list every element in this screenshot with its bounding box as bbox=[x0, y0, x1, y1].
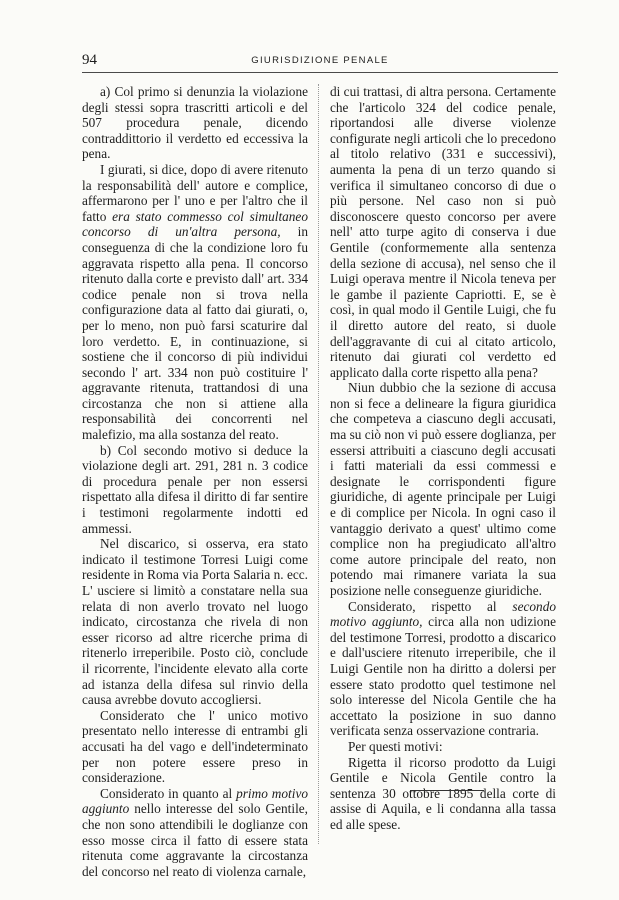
emphasis-text: primo motivo aggiunto bbox=[82, 785, 308, 817]
column-divider bbox=[318, 84, 319, 844]
emphasis-text: secondo motivo aggiunto, bbox=[330, 598, 556, 630]
right-column bbox=[330, 84, 556, 833]
text-run: I giurati, si dice, dopo di avere ritenuto la responsabilità dell' autore e complice, affermarono per l' uno e per l'altro che il fatto bbox=[82, 161, 308, 224]
text-run: circa alla non udizione del testimone Torresi, prodotto a discarico e dall'usciere ritenuto irreperibile, che il Luigi Gentile non ha diritto a dolersi per essere stato prodotto quel testimone nel solo interesse del Nicola Gentile che ha accettato la posizione in suo danno verificata senza osservazione contraria. bbox=[330, 614, 556, 739]
paragraph: Rigetta il ricorso prodotto da Luigi Gentile e Nicola Gentile contro la sentenza 30 ottobre 1895 della corte di assise di Aquila, e li condanna alla tassa ed alle spese. bbox=[330, 754, 556, 832]
text-run: in conseguenza di che la condizione loro fu aggravata rispetto alla pena. Il concorso ritenuto dalla corte e previsto dall' art. 334 codice penale non si trova nella configurazione data al fatto dai giurati, o, per lo meno, non può farsi scaturire dal loro verdetto. E, in continuazione, si sostiene che il concorso di più individui secondo l' art. 334 non può costituire l' aggravante ritenuta, trattandosi di una circostanza che non si attiene alla responsabilità dei concorrenti nel malefizio, ma alla sostanza del reato. bbox=[82, 224, 309, 443]
emphasis-text: era stato commesso col simultaneo concorso di un'altra persona, bbox=[82, 208, 308, 240]
left-column bbox=[82, 84, 308, 879]
running-title: GIURISDIZIONE PENALE bbox=[251, 55, 389, 66]
text-run: Considerato in quanto al bbox=[100, 785, 237, 801]
page-number: 94 bbox=[82, 52, 97, 68]
end-rule bbox=[410, 790, 484, 791]
paragraph bbox=[330, 599, 556, 739]
text-run: nello interesse del solo Gentile, che non sono attendibili le doglianze con esso mosse circa il fatto di essere stata ritenuta come aggravante la circostanza del concorso nel reato di violenza carnale, bbox=[82, 801, 308, 879]
paragraph: Nel discarico, si osserva, era stato indicato il testimone Torresi Luigi come residente in Roma via Porta Salaria n. ecc. L' usciere si limitò a constatare nella sua relata di non averlo trovato nel luogo indicato, circostanza che rivela di non esser ricorso ad altre ricerche prima di ritenerlo irreperibile. Posto ciò, conclude il ricorrente, l'incidente elevato alla corte ad istanza della difesa sul rinvio della causa avrebbe dovuto accogliersi. bbox=[82, 536, 308, 708]
page-header bbox=[82, 52, 558, 72]
text-run: Considerato, rispetto al bbox=[348, 598, 513, 614]
paragraph: di cui trattasi, di altra persona. Certamente che l'articolo 324 del codice penale, riportandosi alle diverse violenze configurate negli articoli che lo precedono al titolo relativo (331 e successivi), aumenta la pena di un terzo quando si verifica il simultaneo concorso di due o più persone. Nel caso non si può disconoscere questo concorso per avere nell' atto turpe agito di conserva i due Gentile (conformemente alla sentenza della sezione di accusa), nel senso che il Luigi operava mentre il Nicola teneva per le gambe il paziente Capriotti. E, se è così, in qual modo il Gentile Luigi, che fu il diretto autore del reato, si duole dell'aggravante di cui al citato articolo, ritenuto dai giurati col verdetto ed applicato dalla corte rispetto alla pena? bbox=[330, 84, 556, 380]
paragraph: Per questi motivi: bbox=[348, 738, 443, 754]
paragraph bbox=[82, 786, 308, 880]
paragraph: a) Col primo si denunzia la violazione degli stessi sopra trascritti articoli e del 507 procedura penale, dicendo contraddittorio il verdetto ed eccessiva la pena. bbox=[82, 84, 308, 162]
paragraph bbox=[82, 162, 308, 443]
paragraph: b) Col secondo motivo si deduce la violazione degli art. 291, 281 n. 3 codice di procedura penale per non essersi rispettato alla difesa il diritto di far sentire i testimoni regolarmente indotti ed ammessi. bbox=[82, 442, 308, 536]
header-rule bbox=[82, 72, 558, 73]
paragraph: Considerato che l' unico motivo presentato nello interesse di entrambi gli accusati ha del vago e dell'indeterminato per non potere essere preso in considerazione. bbox=[82, 707, 308, 786]
paragraph: Niun dubbio che la sezione di accusa non si fece a delineare la figura giuridica che competeva a ciascuno degli accusati, ma su ciò non vi può essere doglianza, per essersi attribuiti a ciascuno degli accusati i fatti materiali da essi commessi e designate le corrispondenti figure giuridiche, di agente principale per Luigi e di complice per Nicola. In ogni caso il vantaggio derivato a quest' ultimo come complice non ha pregiudicato all'altro come autore principale del reato, non potendo mai rimanere variata la sua posizione nelle conseguenze giuridiche. bbox=[330, 380, 556, 598]
